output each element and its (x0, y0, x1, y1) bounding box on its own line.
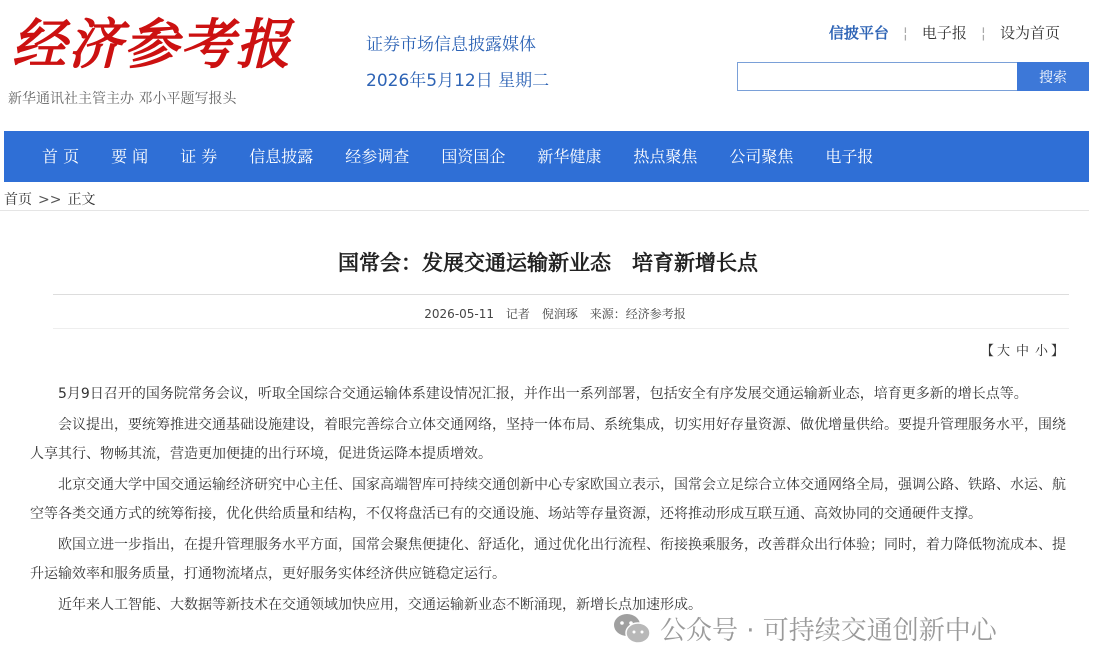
site-tagline: 证券市场信息披露媒体 (366, 35, 536, 55)
divider (53, 328, 1069, 329)
article-paragraph: 欧国立进一步指出，在提升管理服务水平方面，国常会聚焦便捷化、舒适化，通过优化出行流程、衔接换乘服务，改善群众出行体验；同时，着力降低物流成本、提升运输效率和服务质量，打通物流堵点，更好服务实体经济供应链稳定运行。 (30, 537, 1066, 582)
divider (0, 210, 1089, 211)
font-size-medium[interactable]: 中 (1015, 344, 1029, 359)
article-paragraph: 北京交通大学中国交通运输经济研究中心主任、国家高端智库可持续交通创新中心专家欧国立表示，国常会立足综合立体交通网络全局，强调公路、铁路、水运、航空等各类交通方式的统筹衔接，优化供给质量和结构，不仅将盘活已有的交通设施、场站等存量资源，还将推动形成互联互通、高效协同的交通硬件支撑。 (30, 477, 1066, 522)
site-logo[interactable] (8, 6, 298, 106)
search-button[interactable]: 搜索 (1017, 62, 1089, 91)
font-size-large[interactable]: 大 (996, 344, 1010, 359)
logo-text: 经济参考报 (12, 12, 292, 76)
watermark-text: 公众号 · 可持续交通创新中心 (660, 616, 997, 646)
top-links (829, 22, 1060, 43)
article-date: 2026-05-11 (424, 307, 495, 321)
article-source: 来源：经济参考报 (589, 307, 686, 321)
font-size-small[interactable]: 小 (1034, 344, 1048, 359)
nav-item-soe[interactable]: 国资国企 (441, 147, 506, 166)
breadcrumb (4, 189, 95, 209)
article-body (30, 380, 1070, 622)
article-paragraph: 近年来人工智能、大数据等新技术在交通领域加快应用，交通运输新业态不断涌现，新增长点加速形成。 (58, 597, 702, 613)
nav-item-health[interactable]: 新华健康 (537, 147, 602, 166)
font-size-bracket: 【 (980, 344, 994, 359)
divider: ¦ (980, 23, 986, 42)
current-date: 2026年5月12日 星期二 (366, 71, 550, 91)
font-size-bracket: 】 (1050, 344, 1064, 359)
link-set-homepage[interactable]: 设为首页 (999, 24, 1060, 42)
breadcrumb-current: 正文 (67, 192, 96, 208)
link-disclosure-platform[interactable]: 信披平台 (828, 24, 889, 42)
nav-item-securities[interactable]: 证 券 (180, 147, 218, 166)
article-title: 国常会：发展交通运输新业态 培育新增长点 (338, 251, 758, 275)
wechat-icon (612, 611, 652, 647)
nav-item-news[interactable]: 要 闻 (111, 147, 149, 166)
logo-subtitle: 新华通讯社主管主办 邓小平题写报头 (8, 91, 237, 107)
article-paragraph: 5月9日召开的国务院常务会议，听取全国综合交通运输体系建设情况汇报，并作出一系列部署，包括安全有序发展交通运输新业态，培育更多新的增长点等。 (58, 386, 1028, 402)
divider: ¦ (902, 23, 908, 42)
divider (53, 294, 1069, 295)
main-nav (4, 131, 1089, 182)
nav-item-home[interactable]: 首 页 (42, 147, 80, 166)
nav-item-e-paper[interactable]: 电子报 (825, 147, 874, 166)
nav-item-investigation[interactable]: 经参调查 (345, 147, 410, 166)
link-e-paper[interactable]: 电子报 (921, 24, 967, 42)
font-size-switcher (981, 340, 1064, 359)
nav-item-company-focus[interactable]: 公司聚焦 (729, 147, 794, 166)
breadcrumb-home[interactable]: 首页 (4, 192, 32, 208)
nav-item-disclosure[interactable]: 信息披露 (249, 147, 314, 166)
watermark (612, 610, 997, 647)
search-box (737, 62, 1089, 91)
breadcrumb-separator: >> (38, 192, 62, 208)
search-input[interactable] (737, 62, 1017, 91)
article-paragraph: 会议提出，要统筹推进交通基础设施建设，着眼完善综合立体交通网络，坚持一体布局、系统集成，切实用好存量资源、做优增量供给。要提升管理服务水平，围绕人享其行、物畅其流，营造更加便捷的出行环境，促进货运降本提质增效。 (30, 417, 1066, 462)
article-meta (0, 305, 1106, 322)
nav-item-hot-topics[interactable]: 热点聚焦 (633, 147, 698, 166)
article-author: 记者 倪润琢 (505, 307, 578, 321)
